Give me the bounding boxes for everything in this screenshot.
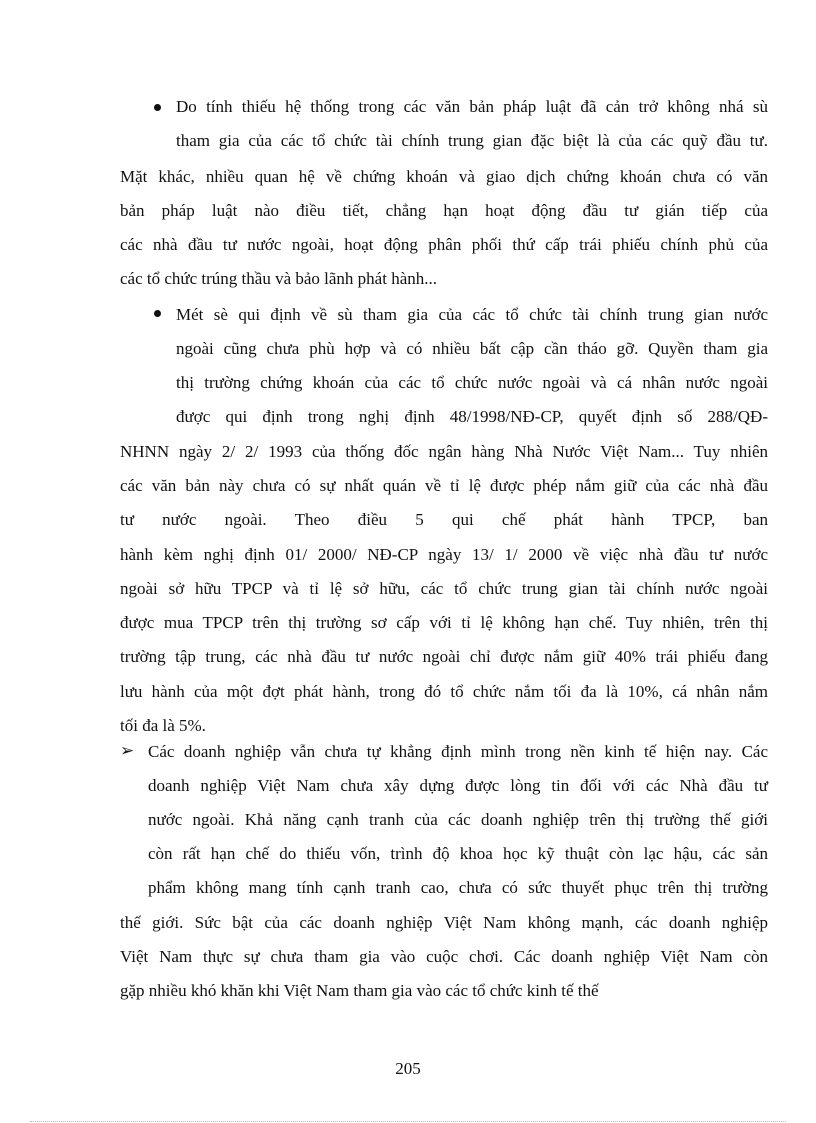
text-line: NHNN ngày 2/ 2/ 1993 của thống đốc ngân hàng Nhà Nước Việt Nam... Tuy nhiên [120,442,768,461]
text-line: thị trường chứng khoán của các tổ chức nước ngoài và cá nhân nước ngoài [176,373,768,392]
text-line: Việt Nam thực sự chưa tham gia vào cuộc chơi. Các doanh nghiệp Việt Nam còn [120,947,768,966]
text-line: các tổ chức trúng thầu và bảo lãnh phát hành... [120,269,437,288]
text-line: lưu hành của một đợt phát hành, trong đó tổ chức nắm tối đa là 10%, cá nhân nắm [120,682,768,701]
text-line: phẩm không mang tính cạnh tranh cao, chưa có sức thuyết phục trên thị trường [148,878,768,897]
text-line: gặp nhiều khó khăn khi Việt Nam tham gia vào các tổ chức kinh tế thế [120,981,599,1000]
text-line: bản pháp luật nào điều tiết, chẳng hạn hoạt động đầu tư gián tiếp của [120,201,768,220]
bullet-icon [154,310,161,317]
text-line: doanh nghiệp Việt Nam chưa xây dựng được lòng tin đối với các Nhà đầu tư [148,776,768,795]
bullet-icon [154,104,161,111]
arrow-bullet-icon: ➢ [120,741,135,760]
text-line: ngoài cũng chưa phù hợp và có nhiều bất cập cần tháo gỡ. Quyền tham gia [176,339,768,358]
text-line: trường tập trung, các nhà đầu tư nước ngoài chỉ được nắm giữ 40% trái phiếu đang [120,647,768,666]
text-line: hành kèm nghị định 01/ 2000/ NĐ-CP ngày 13/ 1/ 2000 về việc nhà đầu tư nước [120,545,768,564]
text-line: Mét sè qui định về sù tham gia của các tổ chức tài chính trung gian nước [176,305,768,324]
text-line: tư nước ngoài. Theo điều 5 qui chế phát hành TPCP, ban [120,510,768,529]
text-line: tối đa là 5%. [120,716,206,735]
text-line: Do tính thiếu hệ thống trong các văn bản pháp luật đã cản trở không nhá sù [176,97,768,116]
text-line: tham gia của các tổ chức tài chính trung gian đặc biệt là của các quỹ đầu tư. [176,131,768,150]
text-line: Các doanh nghiệp vẫn chưa tự khẳng định mình trong nền kinh tế hiện nay. Các [148,742,768,761]
page-number: 205 [395,1059,421,1078]
text-line: còn rất hạn chế do thiếu vốn, trình độ khoa học kỹ thuật còn lạc hậu, các sản [148,844,768,863]
text-line: được mua TPCP trên thị trường sơ cấp với tỉ lệ không hạn chế. Tuy nhiên, trên thị [120,613,768,632]
text-line: được qui định trong nghị định 48/1998/NĐ-CP, quyết định số 288/QĐ- [176,407,768,426]
text-line: ngoài sở hữu TPCP và tỉ lệ sở hữu, các tổ chức trung gian tài chính nước ngoài [120,579,768,598]
page-bottom-border [30,1121,786,1122]
text-line: Mặt khác, nhiều quan hệ về chứng khoán và giao dịch chứng khoán chưa có văn [120,167,768,186]
text-line: thế giới. Sức bật của các doanh nghiệp Việt Nam không mạnh, các doanh nghiệp [120,913,768,932]
text-line: các nhà đầu tư nước ngoài, hoạt động phân phối thứ cấp trái phiếu chính phủ của [120,235,768,254]
text-line: các văn bản này chưa có sự nhất quán về tỉ lệ được phép nắm giữ của các nhà đầu [120,476,768,495]
text-line: nước ngoài. Khả năng cạnh tranh của các doanh nghiệp trên thị trường thế giới [148,810,768,829]
